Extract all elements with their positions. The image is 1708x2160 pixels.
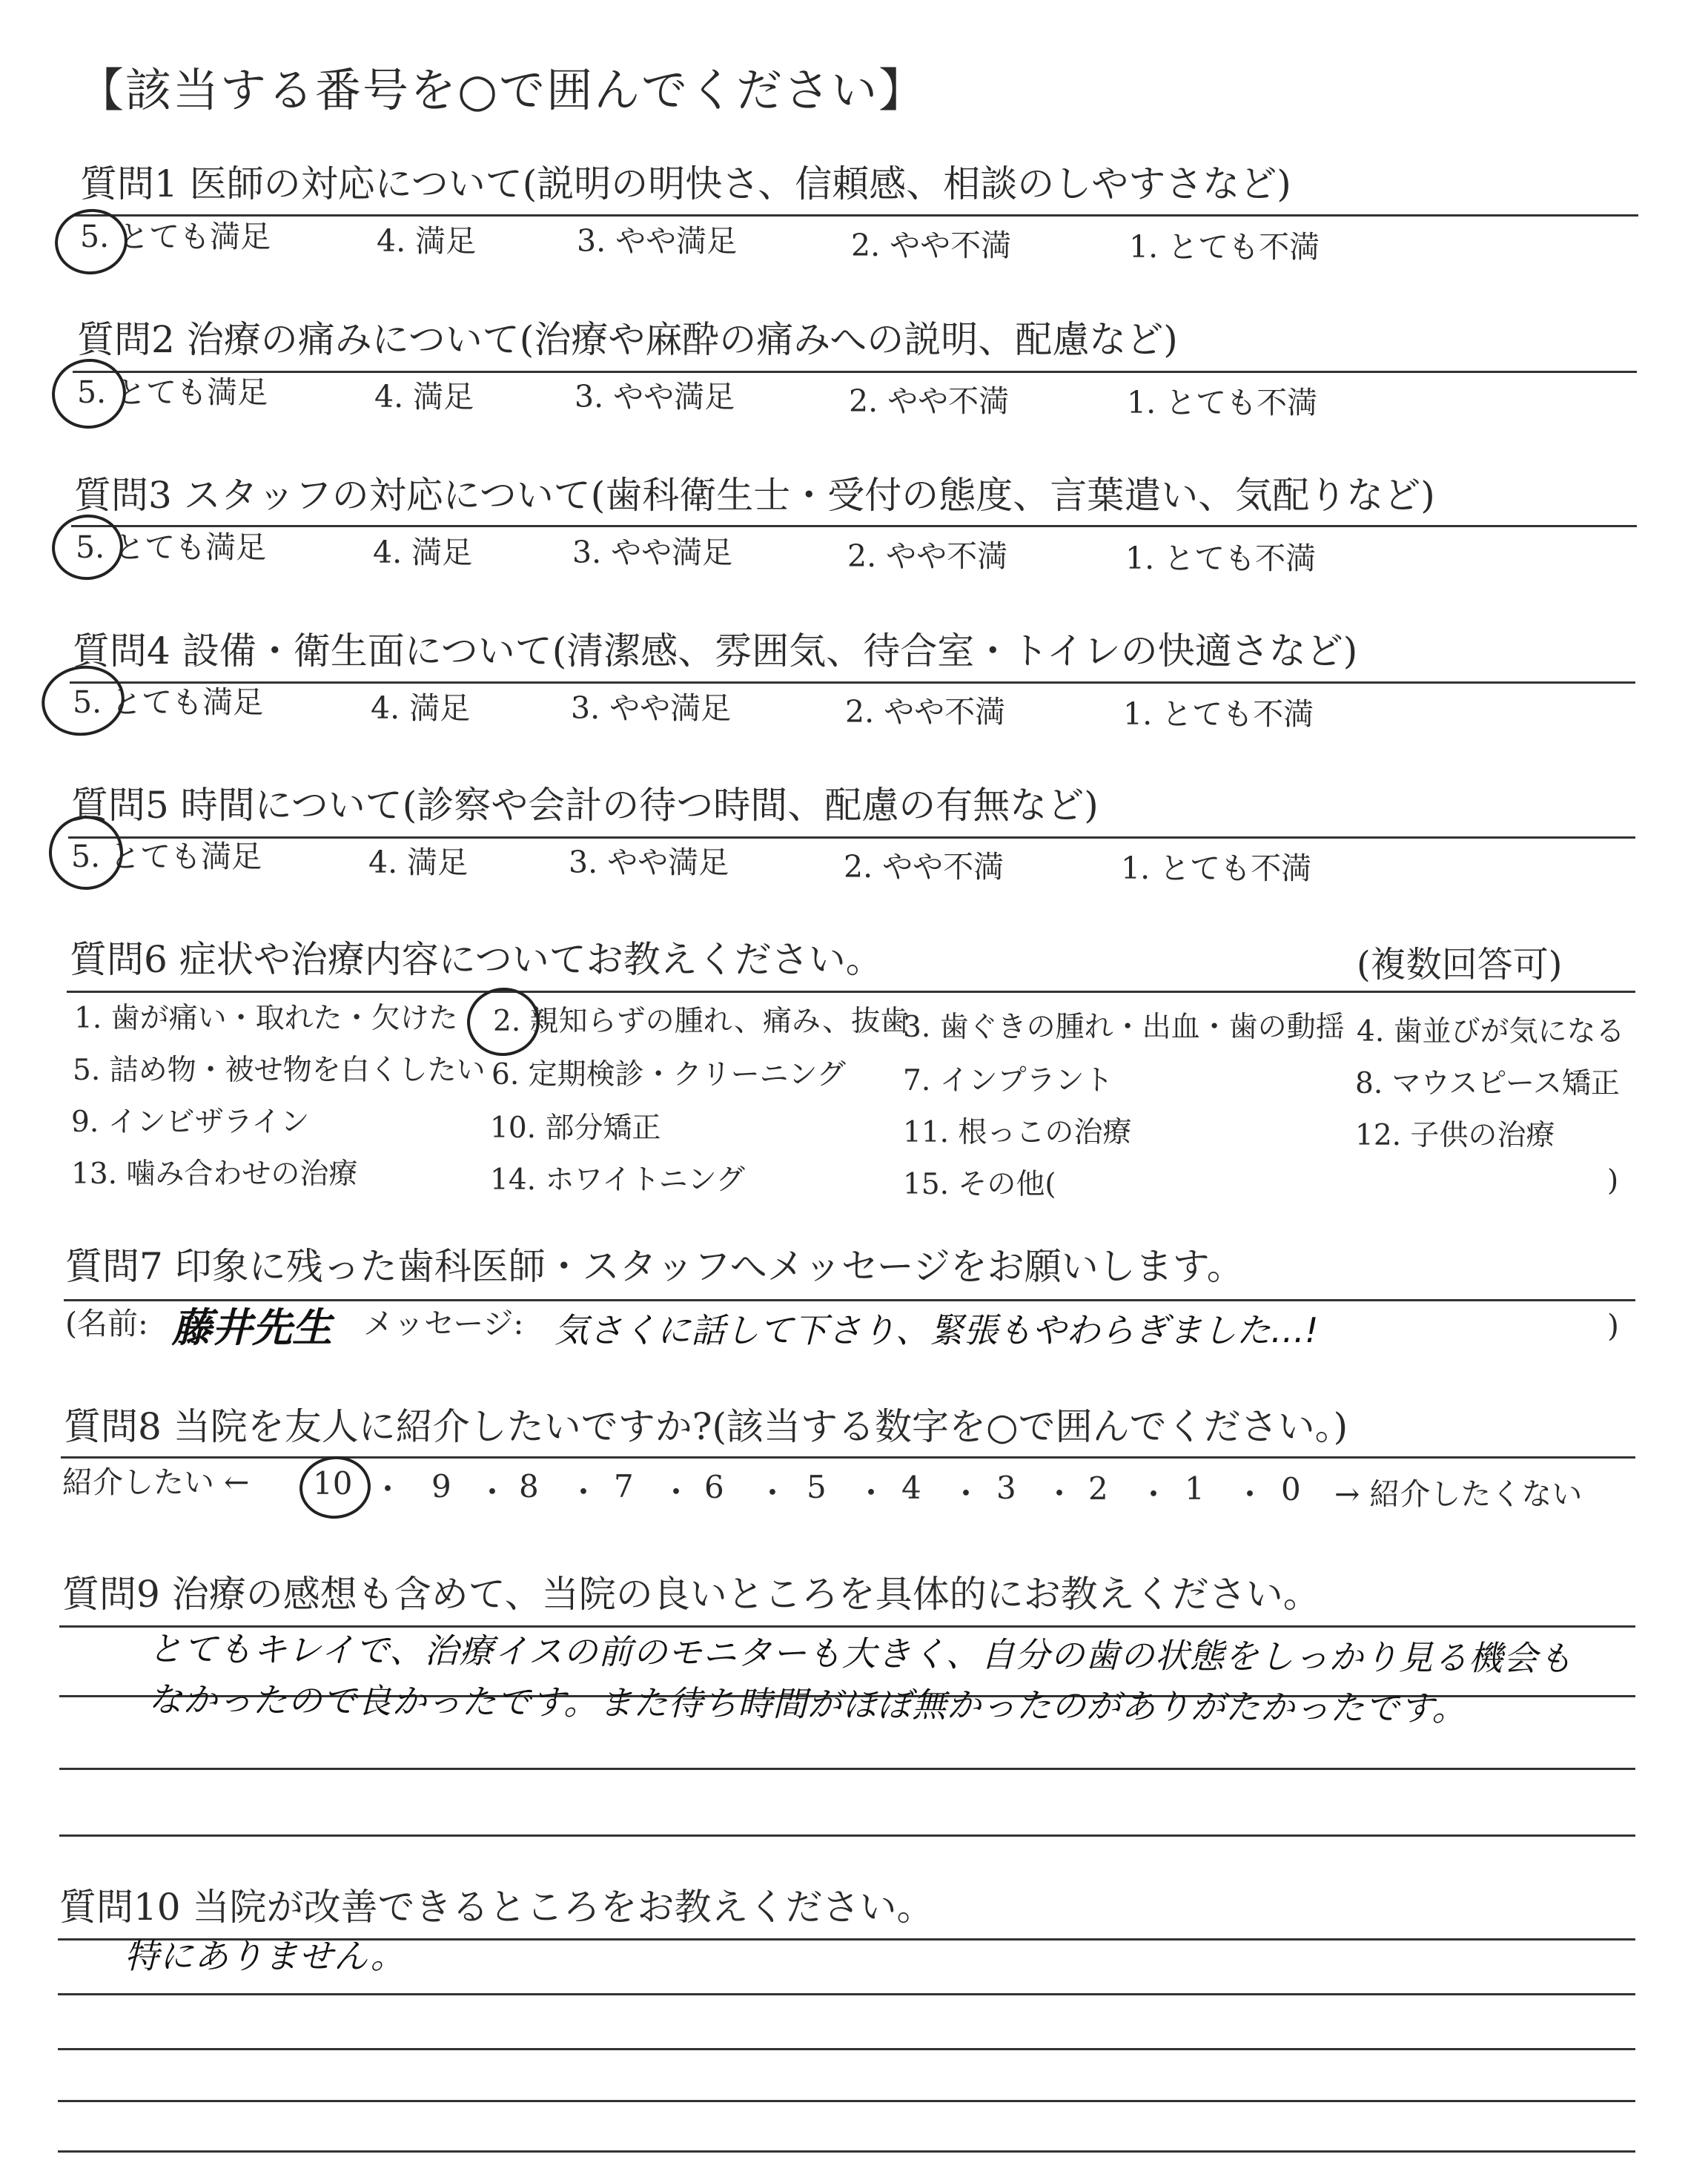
- q8-selection-circle: [297, 1453, 374, 1522]
- q6-option-4[interactable]: 4. 歯並びが気になる: [1357, 1015, 1625, 1048]
- q8-separator-dot: ・: [950, 1476, 982, 1512]
- q2-option-4[interactable]: 4. 満足: [374, 379, 474, 415]
- q6-option-15[interactable]: 15. その他(: [903, 1168, 1056, 1201]
- question-4-label: 質問4 設備・衛生面について(清潔感、雰囲気、待合室・トイレの快適さなど): [73, 630, 1358, 673]
- q1-option-5[interactable]: 5. とても満足: [80, 219, 271, 254]
- q1-option-4[interactable]: 4. 満足: [377, 223, 477, 259]
- q4-option-1[interactable]: 1. とても不満: [1123, 696, 1314, 732]
- q8-separator-dot: ・: [372, 1471, 404, 1507]
- q8-number-3[interactable]: 3: [996, 1470, 1016, 1506]
- q6-option-10[interactable]: 10. 部分矯正: [490, 1112, 661, 1145]
- question-7-label: 質問7 印象に残った歯科医師・スタッフへメッセージをお願いします。: [65, 1245, 1244, 1288]
- q3-option-3[interactable]: 3. やや満足: [572, 535, 733, 570]
- q5-option-5[interactable]: 5. とても満足: [71, 839, 262, 874]
- q6-option-13[interactable]: 13. 噛み合わせの治療: [71, 1157, 358, 1191]
- q2-option-5[interactable]: 5. とても満足: [77, 374, 268, 410]
- q6-option-5[interactable]: 5. 詰め物・被せ物を白くしたい: [73, 1054, 486, 1087]
- question-4-rule: [70, 681, 1635, 684]
- q6-option-3[interactable]: 3. 歯ぐきの腫れ・出血・歯の動揺: [903, 1011, 1345, 1044]
- q6-option-6[interactable]: 6. 定期検診・クリーニング: [491, 1058, 846, 1091]
- question-3-label: 質問3 スタッフの対応について(歯科衛生士・受付の態度、言葉遣い、気配りなど): [74, 474, 1435, 517]
- q4-option-2[interactable]: 2. やや不満: [845, 694, 1006, 730]
- question-9-label: 質問9 治療の感想も含めて、当院の良いところを具体的にお教えください。: [62, 1573, 1320, 1616]
- q8-separator-dot: ・: [477, 1474, 509, 1510]
- q4-option-5[interactable]: 5. とても満足: [73, 684, 264, 720]
- question-3-rule: [71, 525, 1637, 527]
- q7-message-value[interactable]: 気さくに話して下さり、緊張もやわらぎました…!: [555, 1310, 1319, 1350]
- q6-option-12[interactable]: 12. 子供の治療: [1355, 1119, 1555, 1152]
- q7-message-label: メッセージ:: [363, 1306, 524, 1341]
- q1-option-2[interactable]: 2. やや不満: [851, 228, 1012, 263]
- q8-number-9[interactable]: 9: [431, 1468, 451, 1505]
- q8-separator-dot: ・: [1138, 1476, 1170, 1513]
- q8-separator-dot: ・: [1044, 1476, 1076, 1512]
- q2-option-2[interactable]: 2. やや不満: [849, 383, 1010, 419]
- q7-close-paren: ): [1607, 1308, 1619, 1344]
- question-5-rule: [68, 836, 1635, 839]
- q3-option-5[interactable]: 5. とても満足: [76, 529, 267, 565]
- q10-answer-line-3: [58, 2048, 1635, 2050]
- q5-option-4[interactable]: 4. 満足: [368, 845, 469, 880]
- question-6-rule: [67, 991, 1635, 993]
- q6-option-7[interactable]: 7. インプラント: [903, 1064, 1113, 1097]
- q10-answer-line-5: [58, 2150, 1635, 2153]
- q9-answer-text-1[interactable]: とてもキレイで、治療イスの前のモニターも大きく、自分の歯の状態をしっかり見る機会も: [148, 1628, 1574, 1679]
- q9-answer-line-3: [59, 1768, 1635, 1770]
- q8-right-label: → 紹介したくない: [1334, 1476, 1583, 1512]
- q8-number-5[interactable]: 5: [807, 1469, 827, 1505]
- q10-answer-line-4: [58, 2100, 1635, 2102]
- question-1-label: 質問1 医師の対応について(説明の明快さ、信頼感、相談のしやすさなど): [80, 162, 1291, 205]
- q6-option-11[interactable]: 11. 根っこの治療: [903, 1116, 1132, 1149]
- q6-other-close-paren: ): [1607, 1164, 1619, 1198]
- question-6-note: (複数回答可): [1357, 944, 1563, 985]
- q8-number-2[interactable]: 2: [1088, 1470, 1108, 1507]
- q3-option-4[interactable]: 4. 満足: [373, 535, 473, 570]
- q8-number-4[interactable]: 4: [901, 1470, 921, 1506]
- q3-option-1[interactable]: 1. とても不満: [1125, 541, 1317, 576]
- q2-option-3[interactable]: 3. やや満足: [575, 379, 735, 415]
- q10-answer-text[interactable]: 特にありません。: [125, 1936, 406, 1976]
- q6-option-8[interactable]: 8. マウスピース矯正: [1355, 1067, 1620, 1100]
- q8-number-10[interactable]: 10: [313, 1465, 353, 1502]
- question-2-label: 質問2 治療の痛みについて(治療や麻酔の痛みへの説明、配慮など): [77, 318, 1178, 361]
- q8-separator-dot: ・: [757, 1475, 789, 1511]
- q8-number-6[interactable]: 6: [704, 1469, 724, 1505]
- q5-option-1[interactable]: 1. とても不満: [1121, 851, 1312, 886]
- q4-option-3[interactable]: 3. やや満足: [571, 690, 732, 726]
- q10-answer-line-2: [58, 1993, 1635, 1995]
- q8-separator-dot: ・: [661, 1474, 692, 1510]
- q1-option-1[interactable]: 1. とても不満: [1129, 229, 1320, 265]
- question-2-rule: [73, 371, 1637, 373]
- q9-answer-line-4: [59, 1834, 1635, 1837]
- q5-option-3[interactable]: 3. やや満足: [569, 845, 729, 880]
- q8-number-0[interactable]: 0: [1281, 1471, 1301, 1507]
- q9-answer-text-2[interactable]: なかったので良かったです。また待ち時間がほぼ無かったのがありがたかったです。: [148, 1679, 1467, 1729]
- q4-option-4[interactable]: 4. 満足: [371, 690, 471, 726]
- question-8-label: 質問8 当院を友人に紹介したいですか?(該当する数字を○で囲んでください。): [64, 1405, 1348, 1448]
- form-title: 【該当する番号を○で囲んでください】: [78, 63, 927, 117]
- question-8-rule: [61, 1456, 1635, 1459]
- q2-selection-circle: [47, 354, 130, 433]
- q3-selection-circle: [47, 510, 127, 585]
- q7-name-value[interactable]: 藤井先生: [172, 1304, 332, 1351]
- q6-option-9[interactable]: 9. インビザライン: [71, 1106, 310, 1139]
- q8-separator-dot: ・: [855, 1475, 887, 1511]
- q8-number-1[interactable]: 1: [1185, 1470, 1205, 1507]
- q1-option-3[interactable]: 3. やや満足: [577, 223, 738, 259]
- q8-number-8[interactable]: 8: [519, 1468, 539, 1505]
- q8-left-label: 紹介したい ←: [62, 1464, 250, 1500]
- q3-option-2[interactable]: 2. やや不満: [847, 538, 1008, 574]
- q8-separator-dot: ・: [1234, 1476, 1266, 1513]
- q6-option-14[interactable]: 14. ホワイトニング: [490, 1163, 745, 1197]
- q6-option-2[interactable]: 2. 親知らずの腫れ、痛み、抜歯: [493, 1005, 910, 1038]
- question-10-label: 質問10 当院が改善できるところをお教えください。: [59, 1886, 934, 1929]
- q8-number-7[interactable]: 7: [614, 1468, 634, 1505]
- q7-name-label: (名前:: [65, 1306, 148, 1341]
- q5-option-2[interactable]: 2. やや不満: [844, 849, 1004, 885]
- q6-option-1[interactable]: 1. 歯が痛い・取れた・欠けた: [74, 1002, 458, 1035]
- q8-separator-dot: ・: [568, 1474, 600, 1510]
- question-5-label: 質問5 時間について(診察や会計の待つ時間、配慮の有無など): [71, 784, 1099, 827]
- question-6-label: 質問6 症状や治療内容についてお教えください。: [70, 938, 883, 981]
- question-1-rule: [74, 214, 1638, 217]
- q2-option-1[interactable]: 1. とても不満: [1127, 385, 1318, 420]
